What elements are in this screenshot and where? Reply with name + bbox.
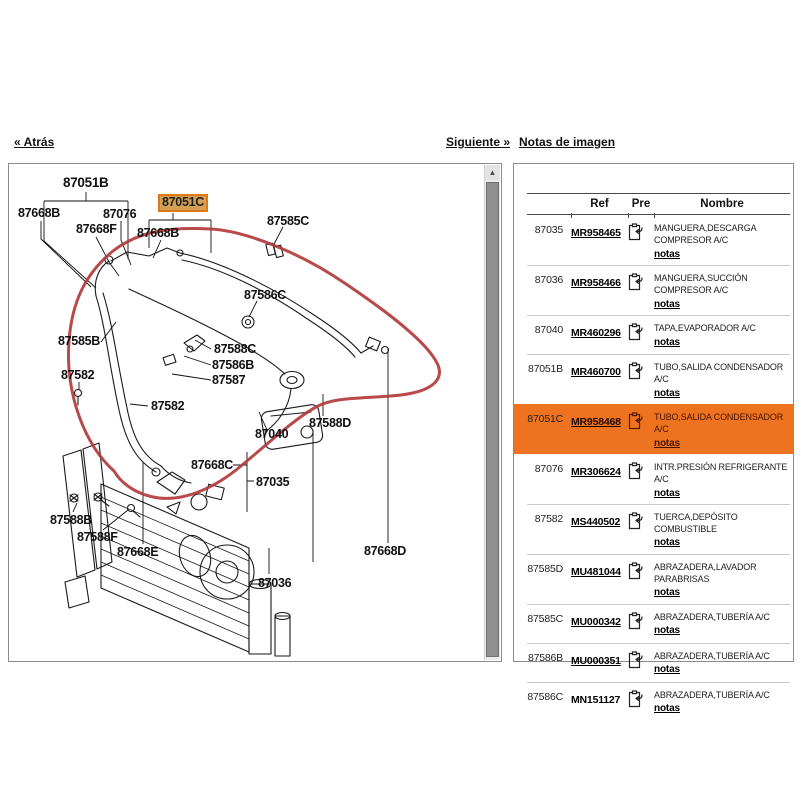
part-name: ABRAZADERA,TUBERÍA A/C [654,611,770,622]
part-code: 87036 [534,273,563,286]
table-header [527,193,790,215]
part-name: TUBO,SALIDA CONDENSADOR A/C [654,411,784,434]
header-nombre: Nombre [700,198,744,210]
part-ref-link[interactable]: MR958468 [571,415,621,428]
pre-icon[interactable] [628,512,654,550]
scroll-up-button[interactable] [485,165,500,180]
diagram-label: 87668D [364,544,406,558]
diagram-label: 87588D [309,416,351,430]
header-ref: Ref [590,198,609,210]
table-row [514,504,793,554]
notas-link[interactable]: notas [654,625,680,637]
next-link[interactable]: Siguiente » [446,135,511,149]
part-name: ABRAZADERA,TUBERÍA A/C [654,689,770,700]
notas-link[interactable]: notas [654,387,680,399]
diagram-label: 87588C [214,342,256,356]
pre-icon[interactable] [628,273,654,311]
diagram-label: 87582 [151,399,185,413]
notas-link[interactable]: notas [654,537,680,549]
part-code: 87585D [527,562,563,575]
diagram-label: 87051B [63,175,109,190]
notas-link[interactable]: notas [654,437,680,449]
part-code: 87585C [527,612,563,625]
diagram-label: 87668F [76,222,117,236]
diagram-label-selected[interactable]: 87051C [158,194,208,212]
pre-icon[interactable] [628,690,654,717]
pre-icon[interactable] [628,223,654,261]
diagram-label: 87586C [244,288,286,302]
part-name: MANGUERA,SUCCIÓN COMPRESOR A/C [654,272,748,295]
pre-icon[interactable] [628,562,654,600]
diagram-label: 87035 [256,475,290,489]
diagram-label: 87668E [117,545,159,559]
table-row [514,265,793,315]
diagram-label: 87585B [58,334,100,348]
table-row [514,454,793,504]
part-ref-link[interactable]: MU000351 [571,654,621,667]
part-code: 87040 [534,323,563,336]
part-ref-link[interactable]: MU000342 [571,615,621,628]
part-code: 87582 [534,512,563,525]
pre-icon[interactable] [628,612,654,639]
part-code: 87076 [534,462,563,475]
diagram-scrollbar[interactable] [484,165,500,660]
part-code: 87051C [527,412,563,425]
image-notes-link[interactable]: Notas de imagen [519,135,616,149]
table-row-selected [514,404,793,454]
part-ref-link[interactable]: MS440502 [571,515,621,528]
diagram-label: 87668C [191,458,233,472]
pre-icon[interactable] [628,323,654,350]
diagram-label: 87587 [212,373,246,387]
pre-icon[interactable] [628,412,654,450]
back-link[interactable]: « Atrás [14,135,55,149]
part-ref-link[interactable]: MR460296 [571,326,621,339]
part-ref-text: MN151127 [571,693,621,706]
diagram-label: 87040 [255,427,289,441]
part-name: MANGUERA,DESCARGA COMPRESOR A/C [654,223,756,245]
part-name: ABRAZADERA,LAVADOR PARABRISAS [654,561,757,584]
notas-link[interactable]: notas [654,248,680,260]
table-row [514,682,793,721]
notas-link[interactable]: notas [654,664,680,676]
header-code-column [527,198,571,210]
diagram-label: 87586B [212,358,254,372]
pre-icon[interactable] [628,362,654,400]
table-row [514,643,793,682]
table-row [514,315,793,354]
header-pre: Pre [631,198,651,210]
part-code: 87035 [534,224,563,236]
notas-link[interactable]: notas [654,703,680,715]
table-row [514,215,793,265]
diagram-label: 87585C [267,214,309,228]
pre-icon[interactable] [628,462,654,500]
diagram-label: 87036 [258,576,292,590]
diagram-label: 87076 [103,207,137,221]
table-row [514,604,793,643]
table-row [514,554,793,604]
table-rows [514,215,793,721]
diagram-label: 87582 [61,368,95,382]
part-name: ABRAZADERA,TUBERÍA A/C [654,650,770,661]
pre-icon[interactable] [628,651,654,678]
notas-link[interactable]: notas [654,298,680,310]
scrollbar-thumb[interactable] [486,182,499,657]
part-name: TUBO,SALIDA CONDENSADOR A/C [654,361,784,384]
part-ref-link[interactable]: MU481044 [571,565,621,578]
part-code: 87051B [527,362,563,375]
scroll-up-icon: ▲ [488,168,497,177]
part-ref-link[interactable]: MR460700 [571,365,621,378]
diagram-panel [8,163,502,662]
part-ref-link[interactable]: MR958466 [571,276,621,289]
notas-link[interactable]: notas [654,587,680,599]
diagram-label: 87668B [137,226,179,240]
table-row [514,354,793,404]
part-code: 87586C [527,690,563,703]
part-name: INTR.PRESIÓN REFRIGERANTE A/C [654,461,788,484]
diagram-label: 87588B [50,513,92,527]
part-name: TAPA,EVAPORADOR A/C [654,322,756,333]
part-code: 87586B [527,651,563,664]
diagram-label: 87668B [18,206,60,220]
part-name: TUERCA,DEPÓSITO COMBUSTIBLE [654,511,738,534]
diagram-label: 87588F [77,530,118,544]
parts-diagram-drawing [9,164,485,660]
notas-link[interactable]: notas [654,487,680,499]
notas-link[interactable]: notas [654,336,680,348]
part-ref-link[interactable]: MR306624 [571,465,621,478]
parts-table-panel [513,163,794,715]
part-ref-link[interactable]: MR958465 [571,227,621,239]
